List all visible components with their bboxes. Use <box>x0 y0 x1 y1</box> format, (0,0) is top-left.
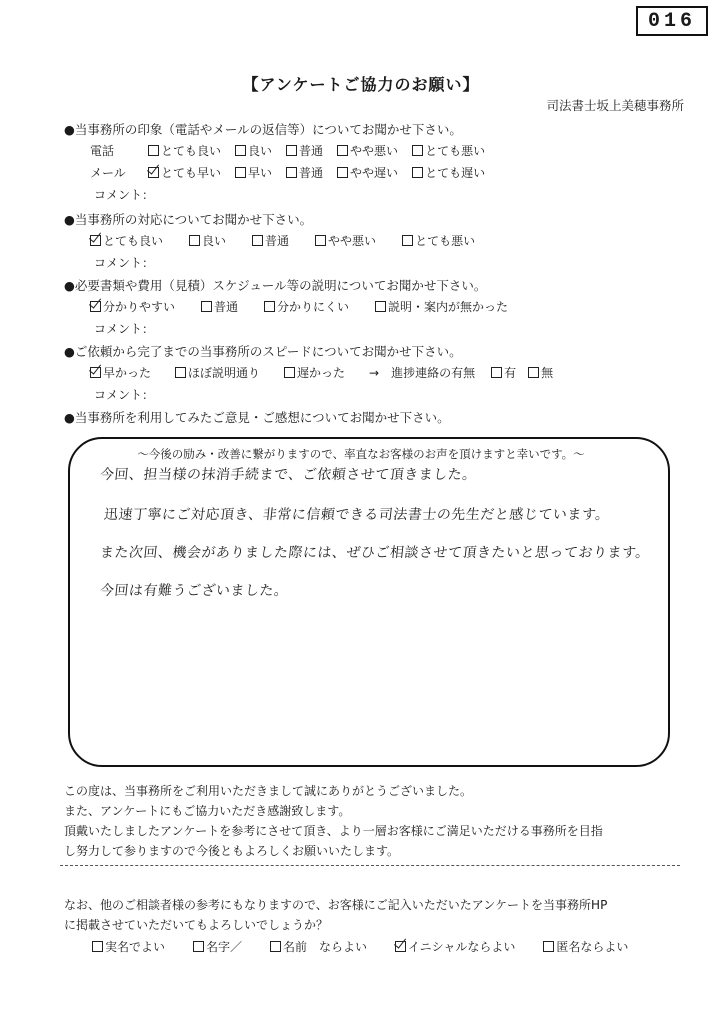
explanation-row <box>90 298 534 315</box>
option-unchecked[interactable] <box>264 298 349 315</box>
option-label: 名前 ならよい <box>283 940 368 954</box>
checkbox[interactable] <box>193 941 204 952</box>
option-unchecked[interactable] <box>201 298 238 315</box>
comment-label: コメント： <box>94 188 155 202</box>
option-unchecked[interactable] <box>337 164 398 181</box>
comment-label: コメント： <box>94 256 155 270</box>
question-explanation: ●必要書類や費用（見積）スケジュール等の説明についてお聞かせ下さい。 <box>64 278 487 293</box>
option-label: 普通 <box>299 144 324 158</box>
option-label: 分かりにくい <box>277 300 350 314</box>
question-speed: ●ご依頼から完了までの当事務所のスピードについてお聞かせ下さい。 <box>64 344 462 359</box>
checkbox[interactable] <box>412 167 423 178</box>
option-label: とても遅い <box>425 166 486 180</box>
option-unchecked[interactable] <box>284 364 345 381</box>
option-unchecked[interactable] <box>315 232 376 249</box>
option-unchecked[interactable] <box>92 938 165 955</box>
option-checked[interactable] <box>90 232 163 249</box>
checkbox[interactable] <box>90 367 101 378</box>
option-label: 良い <box>202 234 227 248</box>
option-label: 普通 <box>299 166 324 180</box>
option-unchecked[interactable] <box>193 938 242 955</box>
checkbox[interactable] <box>337 145 348 156</box>
option-label: 良い <box>248 144 273 158</box>
option-label: 普通 <box>265 234 290 248</box>
option-unchecked[interactable] <box>402 232 475 249</box>
option-label: 名字／ <box>206 940 243 954</box>
checkbox[interactable] <box>148 145 159 156</box>
option-unchecked[interactable] <box>175 364 260 381</box>
closing-line: 頂戴いたしましたアンケートを参考にさせて頂き、より一層お客様にご満足いただける事務所を目指 <box>64 824 603 838</box>
checkbox[interactable] <box>315 235 326 246</box>
option-label: 有 <box>504 366 517 380</box>
checkbox[interactable] <box>148 167 159 178</box>
option-label: とても悪い <box>425 144 486 158</box>
publish-options-row <box>92 938 656 955</box>
handwritten-line: 今回は有難うございました。 <box>99 583 290 599</box>
option-unchecked[interactable] <box>252 232 289 249</box>
feedback-box-header: ～今後の励み・改善に繋がりますので、率直なお客様のお声を頂けますと幸いです。～ <box>137 447 585 461</box>
checkbox[interactable] <box>375 301 386 312</box>
option-checked[interactable] <box>395 938 515 955</box>
checkbox[interactable] <box>286 145 297 156</box>
phone-row <box>90 142 499 159</box>
survey-title: 【アンケートご協力のお願い】 <box>242 75 480 94</box>
option-unchecked[interactable] <box>189 232 226 249</box>
checkbox[interactable] <box>189 235 200 246</box>
option-label: やや遅い <box>350 166 399 180</box>
question-service: ●当事務所の対応についてお聞かせ下さい。 <box>64 212 313 227</box>
progress-contact-label: → 進捗連絡の有無 <box>369 366 476 380</box>
option-unchecked[interactable] <box>270 938 367 955</box>
checkbox[interactable] <box>528 367 539 378</box>
checkbox[interactable] <box>264 301 275 312</box>
comment-label: コメント： <box>94 388 155 402</box>
closing-line: この度は、当事務所をご利用いただきまして誠にありがとうございました。 <box>64 784 473 798</box>
checkbox[interactable] <box>402 235 413 246</box>
option-unchecked[interactable] <box>375 298 508 315</box>
option-unchecked[interactable] <box>286 142 323 159</box>
option-unchecked[interactable] <box>412 142 485 159</box>
checkbox[interactable] <box>235 145 246 156</box>
option-unchecked[interactable] <box>528 364 553 381</box>
option-label: 実名でよい <box>105 940 166 954</box>
phone-label: 電話 <box>90 144 115 158</box>
handwritten-line: 迅速丁寧にご対応頂き、非常に信頼できる司法書士の先生だと感じています。 <box>103 507 611 523</box>
checkbox[interactable] <box>175 367 186 378</box>
checkbox[interactable] <box>90 235 101 246</box>
option-label: 無 <box>541 366 554 380</box>
checkbox[interactable] <box>337 167 348 178</box>
checkbox[interactable] <box>491 367 502 378</box>
checkbox[interactable] <box>252 235 263 246</box>
publish-question: なお、他のご相談者様の参考にもなりますので、お客様にご記入いただいたアンケートを当事務所HP <box>64 898 608 912</box>
option-label: やや悪い <box>328 234 377 248</box>
option-unchecked[interactable] <box>337 142 398 159</box>
checkbox[interactable] <box>92 941 103 952</box>
checkbox[interactable] <box>235 167 246 178</box>
checkbox[interactable] <box>395 941 406 952</box>
option-unchecked[interactable] <box>543 938 628 955</box>
option-label: 説明・案内が無かった <box>388 300 509 314</box>
option-checked[interactable] <box>148 164 221 181</box>
feedback-box[interactable] <box>68 437 670 767</box>
question-impression: ●当事務所の印象（電話やメールの返信等）についてお聞かせ下さい。 <box>64 122 462 137</box>
option-label: 早かった <box>103 366 152 380</box>
checkbox[interactable] <box>201 301 212 312</box>
handwritten-line: 今回、担当様の抹消手続まで、ご依頼させて頂きました。 <box>99 467 478 483</box>
option-unchecked[interactable] <box>148 142 221 159</box>
checkbox[interactable] <box>543 941 554 952</box>
option-label: とても良い <box>161 144 222 158</box>
option-unchecked[interactable] <box>235 142 272 159</box>
option-label: 分かりやすい <box>103 300 176 314</box>
checkbox[interactable] <box>90 301 101 312</box>
option-unchecked[interactable] <box>286 164 323 181</box>
option-unchecked[interactable] <box>235 164 272 181</box>
publish-question-cont: に掲載させていただいてもよろしいでしょうか？ <box>64 918 329 932</box>
comment-label: コメント： <box>94 322 155 336</box>
option-label: 匿名ならよい <box>556 940 629 954</box>
question-feedback: ●当事務所を利用してみたご意見・ご感想についてお聞かせ下さい。 <box>64 410 450 425</box>
option-checked[interactable] <box>90 364 151 381</box>
speed-row <box>90 364 565 381</box>
option-unchecked[interactable] <box>491 364 516 381</box>
checkbox[interactable] <box>286 167 297 178</box>
option-label: とても悪い <box>415 234 476 248</box>
option-label: イニシャルならよい <box>408 940 516 954</box>
option-label: 遅かった <box>297 366 346 380</box>
mail-row <box>90 164 499 181</box>
service-row <box>90 232 501 249</box>
option-label: 早い <box>248 166 273 180</box>
option-label: ほぼ説明通り <box>188 366 261 380</box>
checkbox[interactable] <box>284 367 295 378</box>
option-checked[interactable] <box>90 298 175 315</box>
option-label: とても早い <box>161 166 222 180</box>
checkbox[interactable] <box>412 145 423 156</box>
option-label: 普通 <box>214 300 239 314</box>
divider <box>60 865 680 866</box>
option-label: とても良い <box>103 234 164 248</box>
option-label: やや悪い <box>350 144 399 158</box>
handwritten-line: また次回、機会がありました際には、ぜひご相談させて頂きたいと思っております。 <box>99 545 651 561</box>
document-number: 016 <box>636 6 708 36</box>
checkbox[interactable] <box>270 941 281 952</box>
closing-line: し努力して参りますので今後ともよろしくお願いいたします。 <box>64 844 400 858</box>
closing-line: また、アンケートにもご協力いただき感謝致します。 <box>64 804 351 818</box>
option-unchecked[interactable] <box>412 164 485 181</box>
mail-label: メール <box>90 166 126 180</box>
office-name: 司法書士坂上美穂事務所 <box>546 98 684 113</box>
